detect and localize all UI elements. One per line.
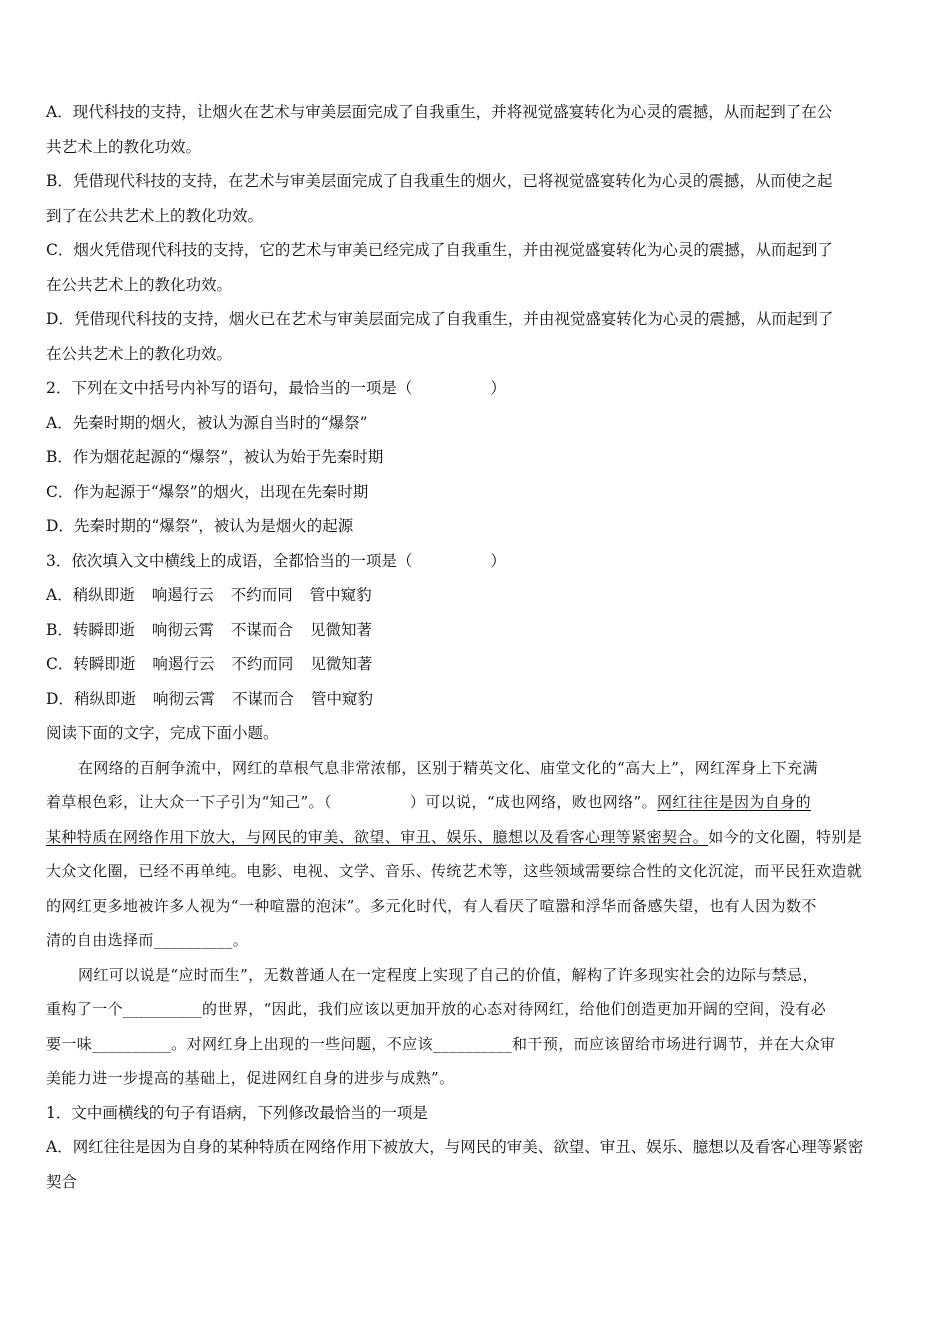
q1-option-c-line1: C．烟火凭借现代科技的支持，它的艺术与审美已经完成了自我重生，并由视觉盛宴转化为心灵的震撼，从而起到了 <box>46 241 833 259</box>
q2-option-a: A．先秦时期的烟火，被认为源自当时的“爆祭” <box>46 413 368 432</box>
passage-p2-line4: 美能力进一步提高的基础上，促进网红自身的进步与成熟”。 <box>46 1069 455 1087</box>
q1-option-b-line1: B．凭借现代科技的支持，在艺术与审美层面完成了自我重生的烟火，已将视觉盛宴转化为心灵的震撼，从而使之起 <box>46 172 833 190</box>
q2-option-c: C．作为起源于“爆祭”的烟火，出现在先秦时期 <box>46 482 369 501</box>
q-next-option-a-line2: 契合 <box>46 1172 78 1191</box>
q1-option-a-line2: 共艺术上的教化功效。 <box>46 137 202 156</box>
q1-option-c-line2: 在公共艺术上的教化功效。 <box>46 275 233 294</box>
fill-blank: __________ <box>153 931 233 949</box>
passage-p2-line3: 要一味__________。对网红身上出现的一些问题，不应该__________和干预，而应该留给市场进行调节，并在大众审 <box>46 1034 836 1053</box>
q2-stem: 2．下列在文中括号内补写的语句，最恰当的一项是（ ） <box>46 379 506 397</box>
q2-option-d: D．先秦时期的“爆祭”，被认为是烟火的起源 <box>46 517 354 535</box>
q1-option-d-line1: D．凭借现代科技的支持，烟火已在艺术与审美层面完成了自我重生，并由视觉盛宴转化为心灵的震撼，从而起到了 <box>46 310 834 328</box>
document-page <box>46 95 908 1199</box>
underlined-sentence: 某种特质在网络作用下放大，与网民的审美、欲望、审丑、娱乐、臆想以及看客心理等紧密契合。 <box>46 827 709 846</box>
q3-option-b: B．转瞬即逝 响彻云霄 不谋而合 见微知著 <box>46 620 372 639</box>
q1-option-d-line2: 在公共艺术上的教化功效。 <box>46 344 233 363</box>
q3-stem: 3．依次填入文中横线上的成语，全都恰当的一项是（ ） <box>46 551 506 570</box>
passage-p1-line2: 着草根色彩，让大众一下子引为“知己”。（ ）可以说，“成也网络，败也网络”。网红往往是因为自身的 <box>46 793 811 811</box>
passage-p1-line6: 清的自由选择而__________。 <box>46 931 249 949</box>
q3-option-d: D．稍纵即逝 响彻云霄 不谋而合 管中窥豹 <box>46 689 373 708</box>
passage-p1-line4: 大众文化圈，已经不再单纯。电影、电视、文学、音乐、传统艺术等，这些领域需要综合性的文化沉淀，而平民狂欢造就 <box>46 862 863 880</box>
passage-p1-line5: 的网红更多地被许多人视为“一种喧嚣的泡沫”。多元化时代，有人看厌了喧嚣和浮华而备感失望，也有人因为数不 <box>46 896 817 915</box>
passage-p2-line1: 网红可以说是“应时而生”，无数普通人在一定程度上实现了自己的价值，解构了许多现实社会的边际与禁忌， <box>78 965 818 984</box>
passage-p1-line1: 在网络的百舸争流中，网红的草根气息非常浓郁，区别于精英文化、庙堂文化的“高大上”，网红浑身上下充满 <box>78 758 818 777</box>
q-next-stem: 1．文中画横线的句子有语病，下列修改最恰当的一项是 <box>46 1103 428 1122</box>
fill-blank: __________ <box>92 1034 172 1053</box>
fill-blank: __________ <box>123 1000 203 1018</box>
reading-intro: 阅读下面的文字，完成下面小题。 <box>46 724 279 742</box>
q-next-option-a-line1: A．网红往往是因为自身的某种特质在网络作用下被放大，与网民的审美、欲望、审丑、娱乐、臆想以及看客心理等紧密 <box>46 1138 864 1156</box>
q1-option-a-line1: A．现代科技的支持，让烟火在艺术与审美层面完成了自我重生，并将视觉盛宴转化为心灵的震撼，从而起到了在公 <box>46 103 833 121</box>
underlined-sentence: 网红往往是因为自身的 <box>656 793 811 811</box>
q3-option-c: C．转瞬即逝 响遏行云 不约而同 见微知著 <box>46 655 373 673</box>
reading-passage <box>46 751 908 1096</box>
q3-option-a: A．稍纵即逝 响遏行云 不约而同 管中窥豹 <box>46 586 372 604</box>
fill-blank: __________ <box>433 1034 513 1053</box>
q2-option-b: B．作为烟花起源的“爆祭”，被认为始于先秦时期 <box>46 448 384 466</box>
q1-option-b-line2: 到了在公共艺术上的教化功效。 <box>46 206 264 225</box>
passage-p1-line3: 某种特质在网络作用下放大，与网民的审美、欲望、审丑、娱乐、臆想以及看客心理等紧密契合。如今的文化圈，特别是 <box>46 827 863 846</box>
passage-p2-line2: 重构了一个__________的世界，“因此，我们应该以更加开放的心态对待网红，给他们创造更加开阔的空间，没有必 <box>46 1000 827 1018</box>
